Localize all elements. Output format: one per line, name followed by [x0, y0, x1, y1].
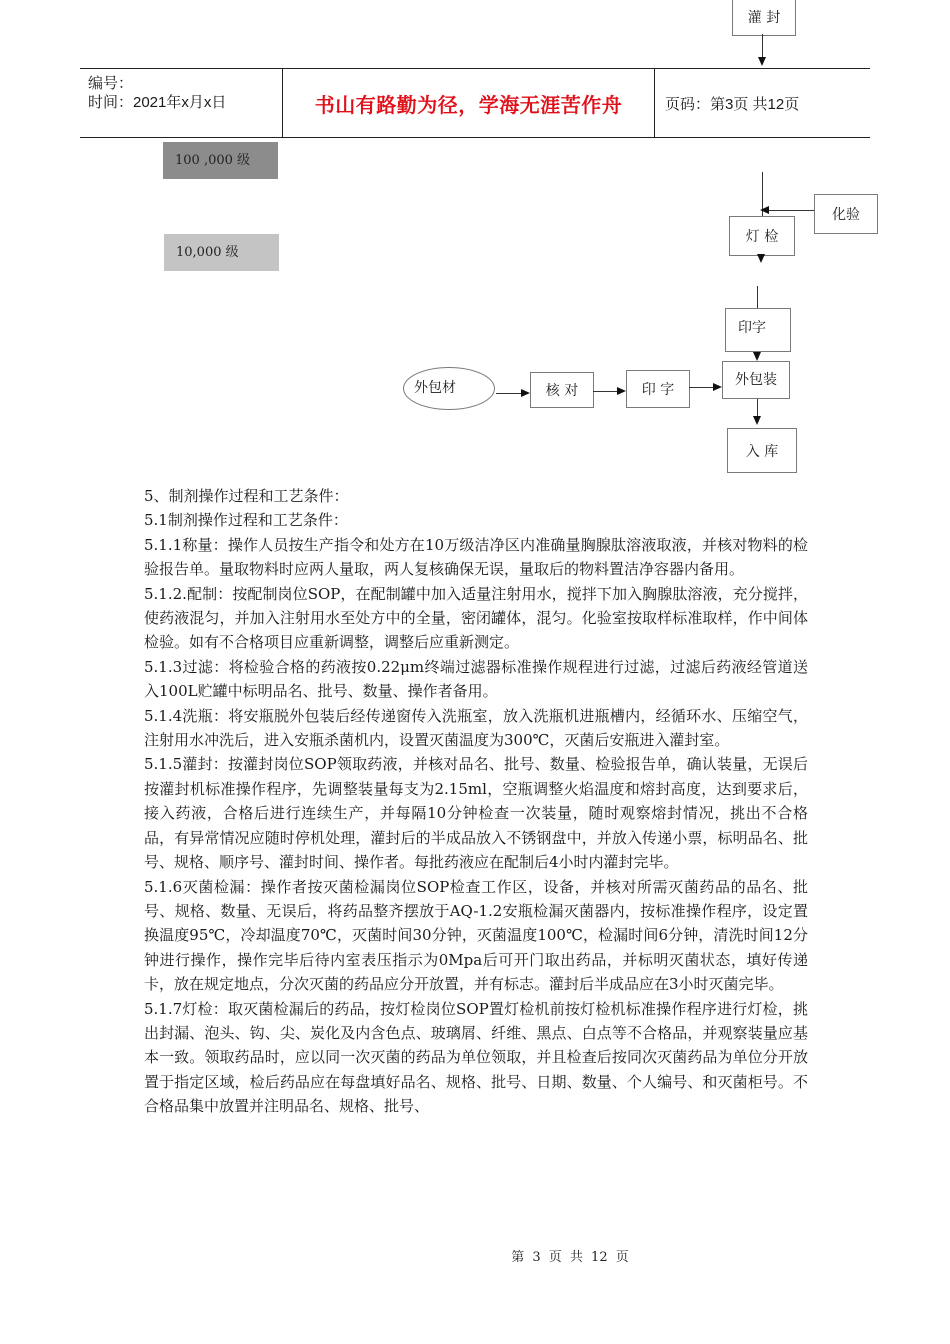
legend-label-class-10000: 10,000 级	[176, 245, 239, 260]
header-motto-cell	[283, 69, 655, 137]
flow-arrow-left-icon	[760, 206, 769, 214]
header-page-info: 页码：第3页 共12页	[665, 95, 800, 113]
header-number-label: 编号：	[88, 75, 134, 92]
flow-arrow-down-icon	[753, 352, 761, 361]
flow-box-lab-test	[814, 194, 878, 234]
flow-connector	[768, 210, 814, 211]
flow-arrow-down-icon	[753, 416, 761, 425]
footer-page-number: 第 3 页 共 12 页	[511, 1250, 629, 1265]
flow-connector	[762, 34, 763, 58]
paragraph: 5.1.1称量：操作人员按生产指令和处方在10万级洁净区内准确量胸腺肽溶液取液，并核对物料的检验报告单。量取物料时应两人量取，两人复核确保无误，量取后的物料置洁净容器内备用。	[144, 535, 808, 579]
flow-arrow-down-icon	[757, 254, 765, 263]
flow-arrow-right-icon	[521, 389, 530, 397]
paragraph: 5.1.4洗瓶：将安瓶脱外包装后经传递窗传入洗瓶室，放入洗瓶机进瓶槽内，经循环水、压缩空气，注射用水冲洗后，进入安瓶杀菌机内，设置灭菌温度为300℃，灭菌后安瓶进入灌封室。	[144, 706, 808, 750]
flow-box-printing	[626, 370, 690, 408]
flow-box-outer-packing	[722, 361, 790, 399]
legend-class-10000	[164, 234, 279, 271]
flow-arrow-right-icon	[617, 387, 626, 395]
flow-ellipse-outer-material	[403, 367, 495, 410]
legend-label-class-100000: 100 ,000 级	[175, 153, 251, 168]
paragraph: 5.1.3过滤：将检验合格的药液按0.22μm终端过滤器标准操作规程进行过滤，过滤后药液经管道送入100L贮罐中标明品名、批号、数量、操作者备用。	[144, 657, 808, 701]
flow-label-light-inspection: 灯 检	[745, 229, 779, 245]
flow-label-verify: 核 对	[545, 383, 579, 399]
flow-label-warehousing: 入 库	[745, 443, 779, 460]
flow-connector	[689, 387, 714, 388]
flow-box-verify	[530, 372, 594, 408]
header-page-info-cell	[655, 69, 870, 137]
page-footer	[0, 1246, 950, 1265]
legend-class-100000	[163, 142, 278, 179]
header-date-label: 时间：2021年x月x日	[88, 94, 227, 111]
paragraph: 5.1.7灯检：取灭菌检漏后的药品，按灯检岗位SOP置灯检机前按灯检机标准操作程序进行灯检，挑出封漏、泡头、钩、尖、炭化及内含色点、玻璃屑、纤维、黑点、白点等不合格品，并观察装量应基本一致。领取药品时，应以同一次灭菌的药品为单位领取，并且检查后按同次灭菌药品为单位分开放置于指定区域，检后药品应在每盘填好品名、规格、批号、日期、数量、个人编号、和灭菌柜号。不合格品集中放置并注明品名、规格、批号、	[144, 999, 808, 1116]
flow-arrow-down-icon	[758, 57, 766, 66]
paragraph: 5.1制剂操作过程和工艺条件：	[144, 511, 348, 530]
paragraph: 5、制剂操作过程和工艺条件：	[144, 487, 349, 505]
flow-connector	[757, 286, 758, 308]
flow-box-printing-top	[725, 308, 791, 352]
flow-box-fill-seal	[732, 0, 796, 36]
flow-connector	[593, 391, 618, 392]
header-motto: 书山有路勤为径，学海无涯苦作舟	[314, 92, 623, 117]
flow-box-light-inspection	[729, 216, 795, 256]
flow-connector	[496, 393, 522, 394]
page-header	[80, 68, 870, 138]
flow-label-outer-material: 外包材	[414, 380, 456, 396]
flow-label-fill-seal: 灌 封	[747, 10, 781, 26]
flow-label-printing-top: 印字	[738, 320, 766, 336]
body-content	[144, 484, 808, 1119]
flow-label-outer-packing: 外包装	[735, 372, 777, 388]
header-meta	[80, 69, 283, 137]
flow-connector	[757, 399, 758, 417]
flow-label-lab-test: 化验	[832, 207, 860, 223]
flow-box-warehousing	[727, 428, 797, 473]
paragraph: 5.1.6灭菌检漏：操作者按灭菌检漏岗位SOP检查工作区，设备，并核对所需灭菌药品的品名、批号、规格、数量、无误后，将药品整齐摆放于AQ-1.2安瓶检漏灭菌器内，按标准操作程序，设定置换温度95℃，冷却温度70℃，灭菌时间30分钟，灭菌温度100℃，检漏时间6分钟，清洗时间12分钟进行操作，操作完毕后待内室表压指示为0Mpa后可开门取出药品，并标明灭菌状态，填好传递卡，放在规定地点，分次灭菌的药品应分开放置，并有标志。灌封后半成品应在3小时灭菌完毕。	[144, 877, 808, 994]
paragraph: 5.1.2.配制：按配制岗位SOP，在配制罐中加入适量注射用水，搅拌下加入胸腺肽溶液，充分搅拌，使药液混匀，并加入注射用水至处方中的全量，密闭罐体，混匀。化验室按取样标准取样，作中间体检验。如有不合格项目应重新调整，调整后应重新测定。	[144, 584, 808, 652]
flow-label-printing: 印 字	[641, 382, 675, 398]
flow-arrow-right-icon	[713, 383, 722, 391]
paragraph: 5.1.5灌封：按灌封岗位SOP领取药液，并核对品名、批号、数量、检验报告单，确认装量，无误后按灌封机标准操作程序，先调整装量每支为2.15ml，空瓶调整火焰温度和熔封高度，达到要求后，接入药液，合格后进行连续生产，并每隔10分钟检查一次装量，随时观察熔封情况，挑出不合格品，有异常情况应随时停机处理，灌封后的半成品放入不锈钢盘中，并放入传递小票，标明品名、批号、规格、顺序号、灌封时间、操作者。每批药液应在配制后4小时内灌封完毕。	[144, 755, 808, 872]
